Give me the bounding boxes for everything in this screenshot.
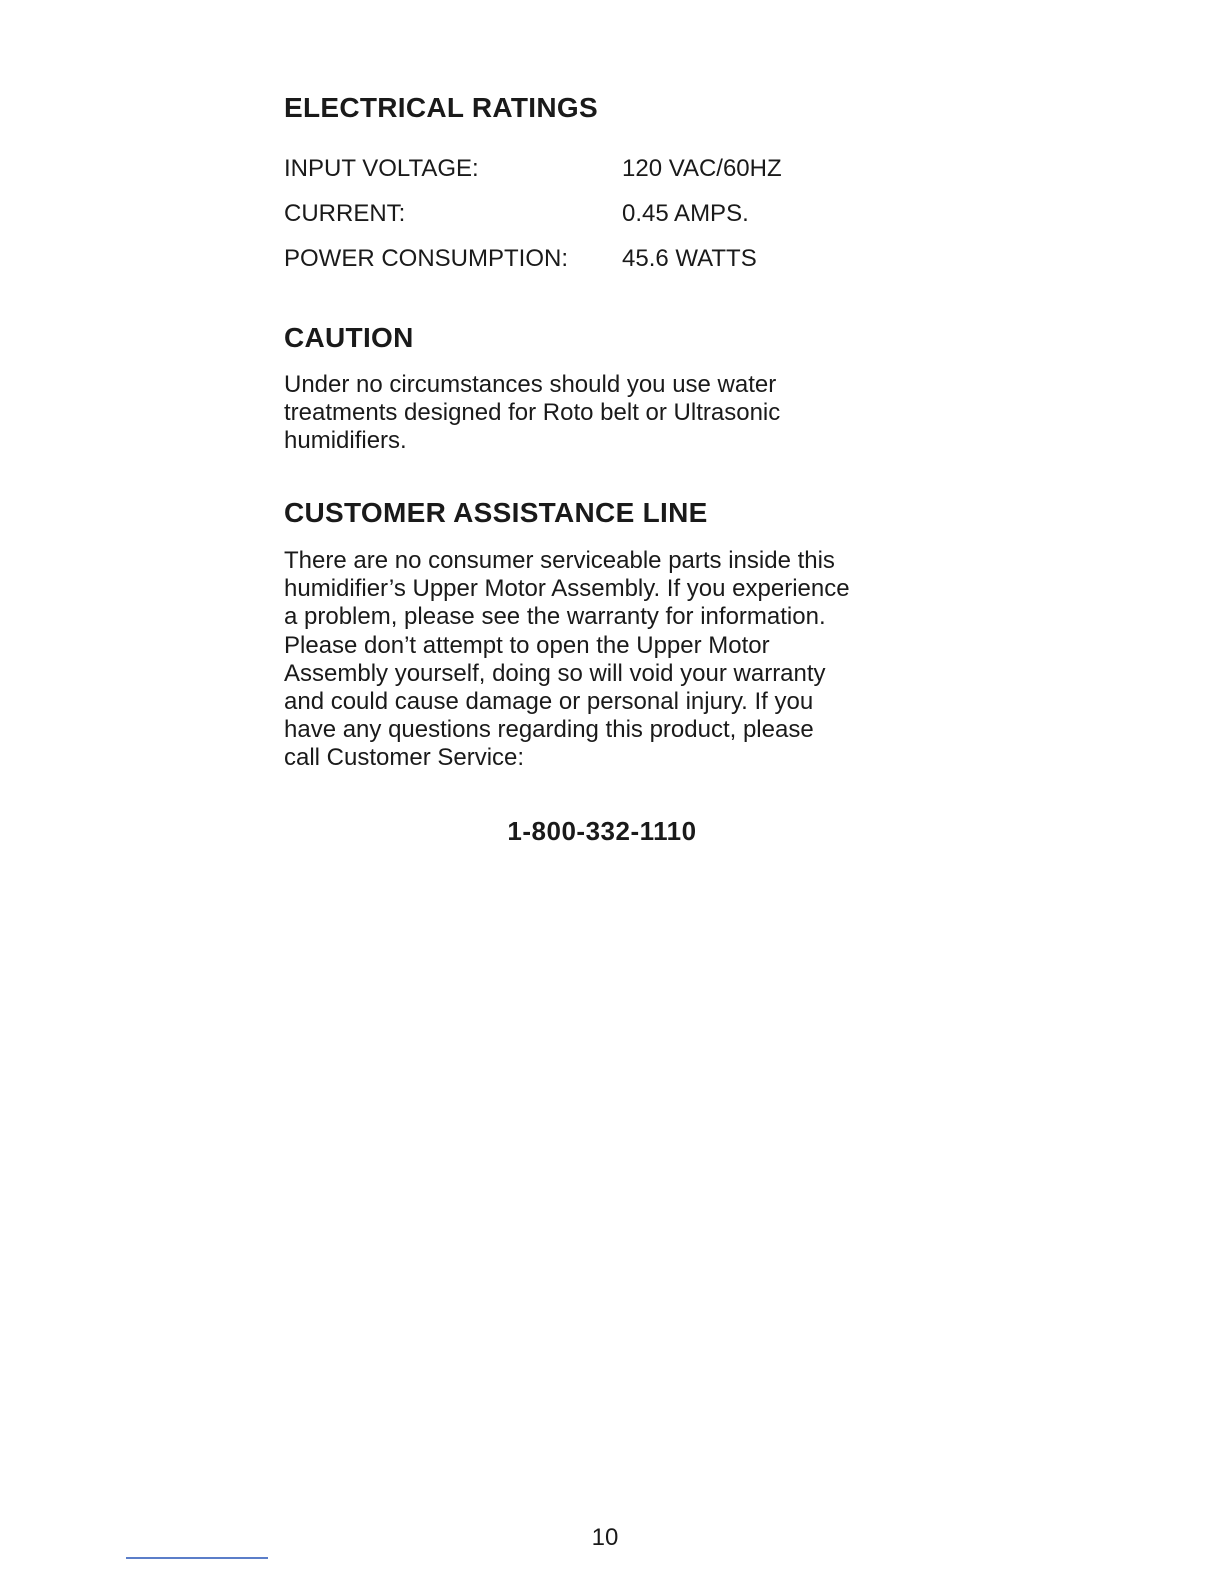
electrical-ratings-table [284,146,904,281]
paragraph-line: a problem, please see the warranty for information. [284,603,826,631]
rating-value: 45.6 WATTS [622,244,757,272]
rating-value: 0.45 AMPS. [622,199,749,227]
paragraph-line: Under no circumstances should you use water [284,371,777,398]
paragraph-line: Assembly yourself, doing so will void your warranty [284,659,826,687]
paragraph-line: have any questions regarding this product, please [284,716,814,744]
paragraph-line: humidifier’s Upper Motor Assembly. If you experience [284,575,850,603]
rating-label: POWER CONSUMPTION: [284,244,569,272]
page-number: 10 [591,1524,619,1551]
paragraph-line: humidifiers. [284,427,407,455]
paragraph-line: treatments designed for Roto belt or Ultrasonic [284,399,781,427]
phone-number: 1-800-332-1110 [507,816,697,846]
caution-heading: CAUTION [284,322,414,353]
paragraph-line: Please don’t attempt to open the Upper Motor [284,631,770,659]
paragraph-line: and could cause damage or personal injury. If you [284,688,814,716]
footer-rule [126,1557,268,1559]
paragraph-line: There are no consumer serviceable parts inside this [284,547,835,574]
customer-assistance-heading: CUSTOMER ASSISTANCE LINE [284,497,708,528]
paragraph-line: call Customer Service: [284,744,525,772]
electrical-ratings-heading: ELECTRICAL RATINGS [284,92,598,123]
rating-label: CURRENT: [284,199,406,227]
rating-value: 120 VAC/60HZ [622,154,782,182]
rating-row-power-consumption [284,236,904,281]
customer-service-phone [284,816,924,847]
caution-paragraph [284,371,864,456]
rating-row-current [284,191,904,236]
rating-label: INPUT VOLTAGE: [284,154,479,182]
rating-row-input-voltage [284,146,904,191]
customer-assistance-paragraph [284,547,904,773]
